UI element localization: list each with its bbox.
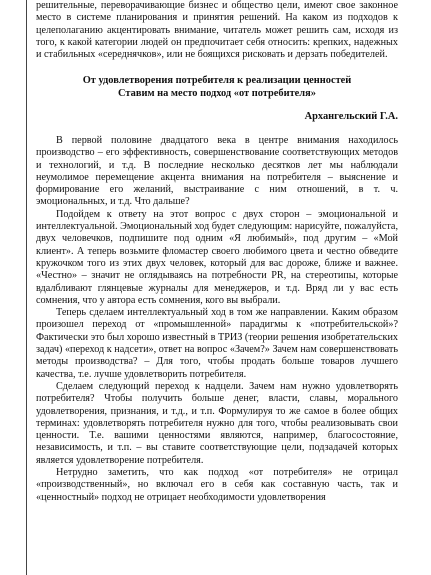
body-paragraph-5: Нетрудно заметить, что как подход «от потребителя» не отрицал «производственный», но включал его в себя как составную часть, так и «ценностный» подход не отрицает необходимости удовлетворения xyxy=(36,466,398,503)
body-paragraph-1: В первой половине двадцатого века в центре внимания находилось производство – его эффективность, совершенствование соответствующих методов и технологий, и т.д. В последние несколько десятков лет мы наблюдали неумолимое перемещение акцента внимания на потребителя – выяснение и формирование его желаний, выстраивание с ним отношений, в т. ч. эмоциональных, и т.д. Что дальше? xyxy=(36,134,398,208)
article-title-line-1: От удовлетворения потребителя к реализации ценностей xyxy=(82,75,352,87)
page-content xyxy=(36,0,398,504)
article-author: Архангельский Г.А. xyxy=(304,110,398,122)
article-title xyxy=(36,75,398,100)
intro-paragraph: решительные, переворачивающие бизнес и общество цели, имеют свое законное место в системе планирования и принятия решений. На каком из подходов к целеполаганию акцентировать внимание, читатель может решить сам, исходя из того, к какой категории людей он предпочитает себя относить: крепких, надежных и стабильных «середнячков», или не боящихся рисковать и дерзать победителей. xyxy=(36,0,398,61)
body-paragraph-4: Сделаем следующий переход к надцели. Зачем нам нужно удовлетворять потребителя? Чтобы получить больше денег, власти, славы, морального удовлетворения, признания, и т.д., и т.п. Формулируя то же самое в более общих терминах: удовлетворять потребителя нужно для того, чтобы реализовывать свои ценности. Т.е. вашими ценностями являются, например, благосостояние, независимость, и т.п. – вы ставите соответствующие цели, подзадачей которых является удовлетворение потребителя. xyxy=(36,380,398,466)
article-title-line-2: Ставим на место подход «от потребителя» xyxy=(118,88,316,100)
body-paragraph-3: Теперь сделаем интеллектуальный ход в том же направлении. Каким образом произошел переход от «промышленной» парадигмы к «потребительской»? Фактически это был хорошо известный в ТРИЗ (теории решения изобретательских задач) «переход к надсети», ответ на вопрос «Зачем?» Зачем нам совершенствовать методы производства? – Для того, чтобы продать больше товаров лучшего качества, т.е. лучше удовлетворить потребителя. xyxy=(36,307,398,380)
margin-rule xyxy=(26,0,27,575)
body-paragraph-2: Подойдем к ответу на этот вопрос с двух сторон – эмоциональной и интеллектуальной. Эмоциональный ход будет следующим: нарисуйте, пожалуйста, двух человечков, подпишите под одним «Я любимый», под другим – «Мой клиент». А теперь возьмите фломастер своего любимого цвета и честно обведите кружочком того из этих двух человек, который для вас дороже, ближе и важнее. «Честно» – значит не оглядываясь на потребности PR, на стереотипы, которые вдалбливают глянцевые журналы для менеджеров, и т.д. Вряд ли у вас есть сомнения, что у автора есть сомнения, кого вы выбрали. xyxy=(36,208,398,306)
